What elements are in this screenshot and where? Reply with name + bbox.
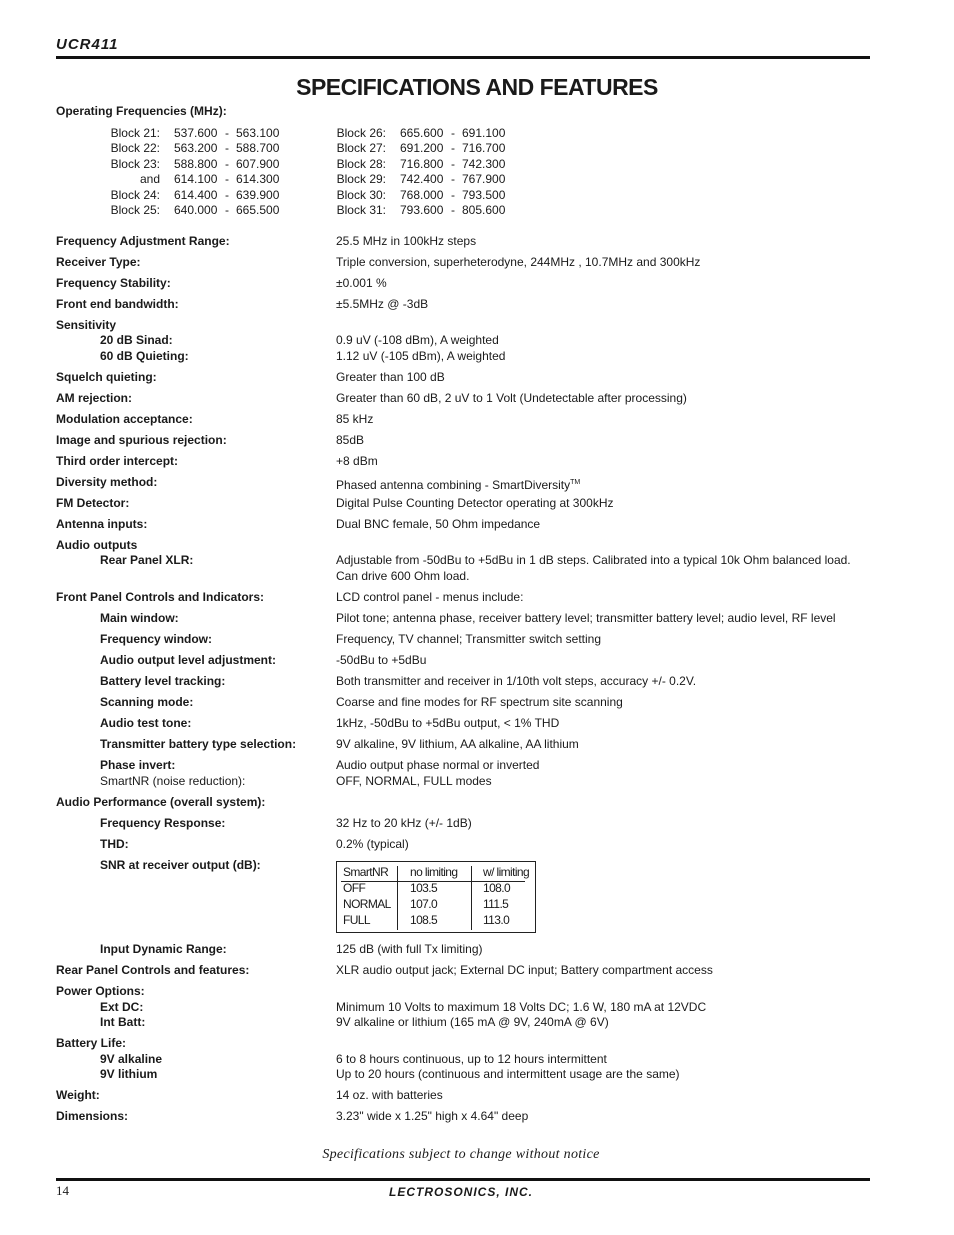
frequency-block-row: [100, 188, 300, 203]
spec-sublabel: Int Batt:: [100, 1015, 146, 1029]
block-dash: -: [451, 202, 455, 217]
diversity-value-text: Phased antenna combining - SmartDiversity: [336, 478, 571, 492]
spec-label: Frequency Adjustment Range:: [56, 234, 230, 248]
spec-value: Minimum 10 Volts to maximum 18 Volts DC; 1.6 W, 180 mA at 12VDC: [336, 1000, 707, 1014]
snr-cell: FULL: [343, 913, 370, 927]
block-name: Block 29:: [336, 172, 386, 187]
block-low-freq: 691.200: [400, 141, 444, 156]
spec-sublabel: Transmitter battery type selection:: [100, 737, 297, 751]
spec-value: Coarse and fine modes for RF spectrum site scanning: [336, 695, 623, 709]
spec-value: 0.9 uV (-108 dBm), A weighted: [336, 333, 499, 347]
spec-value: +8 dBm: [336, 454, 378, 468]
frequency-block-row: [326, 188, 526, 203]
block-high-freq: 767.900: [462, 172, 506, 187]
spec-value: Both transmitter and receiver in 1/10th volt steps, accuracy +/- 0.2V.: [336, 674, 697, 688]
block-dash: -: [225, 126, 229, 140]
block-low-freq: 665.600: [400, 126, 444, 140]
block-dash: -: [451, 172, 455, 187]
footnote: Specifications subject to change without notice: [322, 1147, 600, 1162]
spec-value: LCD control panel - menus include:: [336, 590, 524, 604]
spec-sublabel: Battery level tracking:: [100, 674, 226, 688]
block-name: Block 24:: [110, 187, 160, 202]
spec-label: Receiver Type:: [56, 255, 141, 269]
snr-cell: OFF: [343, 881, 366, 895]
block-dash: -: [451, 187, 455, 202]
spec-label: AM rejection:: [56, 391, 133, 405]
block-low-freq: 793.600: [400, 202, 444, 217]
frequency-block-row: [326, 141, 526, 156]
spec-sublabel: THD:: [100, 837, 129, 851]
block-low-freq: 640.000: [174, 202, 218, 217]
spec-value: 85 kHz: [336, 412, 374, 426]
snr-cell: 108.0: [483, 881, 511, 895]
spec-value: Greater than 100 dB: [336, 370, 445, 384]
block-dash: -: [451, 156, 455, 171]
block-name: Block 28:: [336, 156, 386, 171]
spec-value: OFF, NORMAL, FULL modes: [336, 774, 492, 788]
block-high-freq: 665.500: [236, 202, 280, 217]
spec-sublabel: SmartNR (noise reduction):: [100, 774, 246, 788]
frequency-block-row: [100, 172, 300, 187]
block-dash: -: [225, 187, 229, 202]
spec-label: Frequency Stability:: [56, 276, 171, 290]
spec-label: Front end bandwidth:: [56, 297, 179, 311]
company-name: LECTROSONICS, INC.: [388, 1185, 533, 1199]
spec-value: 9V alkaline, 9V lithium, AA alkaline, AA lithium: [336, 737, 579, 751]
page-title: SPECIFICATIONS AND FEATURES: [296, 74, 658, 100]
spec-sublabel: Phase invert:: [100, 758, 176, 772]
spec-value: Triple conversion, superheterodyne, 244MHz , 10.7MHz and 300kHz: [336, 255, 701, 269]
snr-table-divider: [397, 866, 398, 930]
spec-label: Image and spurious rejection:: [56, 433, 227, 447]
frequency-block-row: [326, 203, 526, 218]
spec-value: Frequency, TV channel; Transmitter switch setting: [336, 632, 602, 646]
block-low-freq: 768.000: [400, 187, 444, 202]
spec-label: Diversity method:: [56, 475, 158, 489]
block-low-freq: 742.400: [400, 172, 444, 187]
block-high-freq: 793.500: [462, 187, 506, 202]
snr-table: [336, 861, 536, 933]
spec-label: Dimensions:: [56, 1109, 129, 1123]
block-high-freq: 691.100: [462, 126, 506, 140]
block-name: Block 23:: [110, 156, 160, 171]
bottom-rule: [56, 1178, 870, 1181]
spec-value: Greater than 60 dB, 2 uV to 1 Volt (Undetectable after processing): [336, 391, 687, 405]
block-low-freq: 588.800: [174, 156, 218, 171]
block-name: Block 21:: [110, 126, 160, 140]
spec-label: Audio outputs: [56, 538, 138, 552]
block-dash: -: [225, 141, 229, 156]
block-dash: -: [451, 126, 455, 140]
frequency-block-row: [326, 172, 526, 187]
snr-header-cell: no limiting: [410, 865, 458, 879]
spec-value: ±5.5MHz @ -3dB: [336, 297, 429, 311]
spec-value: 3.23" wide x 1.25" high x 4.64" deep: [336, 1109, 529, 1123]
model-name: UCR411: [56, 36, 119, 53]
snr-cell: 103.5: [410, 881, 438, 895]
spec-label: Audio Performance (overall system):: [56, 795, 266, 809]
spec-label: Third order intercept:: [56, 454, 179, 468]
spec-value: 1.12 uV (-105 dBm), A weighted: [336, 349, 506, 363]
spec-value: XLR audio output jack; External DC input; Battery compartment access: [336, 963, 713, 977]
spec-value: 85dB: [336, 433, 365, 447]
spec-label: Weight:: [56, 1088, 100, 1102]
top-rule: [56, 56, 870, 59]
block-low-freq: 716.800: [400, 156, 444, 171]
spec-sublabel: Audio output level adjustment:: [100, 653, 276, 667]
block-dash: -: [451, 141, 455, 156]
block-dash: -: [225, 156, 229, 171]
block-name: Block 26:: [336, 126, 386, 140]
spec-sublabel: Scanning mode:: [100, 695, 194, 709]
frequency-block-row: [100, 157, 300, 172]
spec-label: FM Detector:: [56, 496, 130, 510]
spec-label: Modulation acceptance:: [56, 412, 193, 426]
block-low-freq: 614.400: [174, 187, 218, 202]
block-name: Block 25:: [110, 202, 160, 217]
snr-cell: 107.0: [410, 897, 438, 911]
spec-value: Can drive 600 Ohm load.: [336, 569, 470, 583]
block-name: Block 22:: [110, 141, 160, 156]
block-name: Block 30:: [336, 187, 386, 202]
spec-value: 6 to 8 hours continuous, up to 12 hours intermittent: [336, 1052, 607, 1066]
frequency-block-row: [100, 141, 300, 156]
block-low-freq: 537.600: [174, 126, 218, 140]
spec-label: Antenna inputs:: [56, 517, 148, 531]
block-name: and: [139, 172, 160, 187]
block-high-freq: 607.900: [236, 156, 280, 171]
spec-sublabel: 60 dB Quieting:: [100, 349, 189, 363]
spec-value: Digital Pulse Counting Detector operating at 300kHz: [336, 496, 614, 510]
frequency-block-row: [326, 126, 526, 141]
block-low-freq: 614.100: [174, 172, 218, 187]
spec-value: 1kHz, -50dBu to +5dBu output, < 1% THD: [336, 716, 560, 730]
spec-value: 125 dB (with full Tx limiting): [336, 942, 483, 956]
spec-label: Squelch quieting:: [56, 370, 157, 384]
block-high-freq: 614.300: [236, 172, 280, 187]
spec-value: 25.5 MHz in 100kHz steps: [336, 234, 477, 248]
spec-sublabel: Rear Panel XLR:: [100, 553, 194, 567]
snr-cell: 111.5: [483, 897, 509, 911]
block-high-freq: 716.700: [462, 141, 506, 156]
spec-value: 9V alkaline or lithium (165 mA @ 9V, 240mA @ 6V): [336, 1015, 609, 1029]
spec-value: Dual BNC female, 50 Ohm impedance: [336, 517, 541, 531]
spec-value: Up to 20 hours (continuous and intermittent usage are the same): [336, 1067, 680, 1081]
block-high-freq: 742.300: [462, 156, 506, 171]
snr-cell: NORMAL: [343, 897, 391, 911]
spec-value: Pilot tone; antenna phase, receiver battery level; transmitter battery level; audio level, RF level: [336, 611, 836, 625]
snr-header-cell: w/ limiting: [483, 865, 530, 879]
spec-sublabel: 9V lithium: [100, 1067, 158, 1081]
frequency-block-row: [326, 157, 526, 172]
page-number: 14: [56, 1183, 69, 1198]
spec-label: Power Options:: [56, 984, 145, 998]
spec-sublabel: Audio test tone:: [100, 716, 192, 730]
spec-label: Rear Panel Controls and features:: [56, 963, 250, 977]
operating-frequencies-label: Operating Frequencies (MHz):: [56, 104, 227, 118]
spec-sublabel: 20 dB Sinad:: [100, 333, 173, 347]
block-high-freq: 563.100: [236, 126, 280, 140]
spec-value: 14 oz. with batteries: [336, 1088, 443, 1102]
snr-cell: 108.5: [410, 913, 438, 927]
spec-label: Front Panel Controls and Indicators:: [56, 590, 265, 604]
spec-sublabel: Main window:: [100, 611, 179, 625]
spec-value: [336, 475, 580, 494]
block-high-freq: 588.700: [236, 141, 280, 156]
block-name: Block 27:: [336, 141, 386, 156]
spec-sublabel: Ext DC:: [100, 1000, 144, 1014]
spec-value: 32 Hz to 20 kHz (+/- 1dB): [336, 816, 472, 830]
spec-value: Adjustable from -50dBu to +5dBu in 1 dB steps. Calibrated into a typical 10k Ohm balanced load.: [336, 553, 851, 567]
spec-label: Sensitivity: [56, 318, 117, 332]
snr-table-divider: [471, 866, 472, 930]
spec-sublabel: 9V alkaline: [100, 1052, 163, 1066]
frequency-block-row: [100, 126, 300, 141]
spec-value: Audio output phase normal or inverted: [336, 758, 540, 772]
block-high-freq: 805.600: [462, 202, 506, 217]
spec-value: 0.2% (typical): [336, 837, 409, 851]
block-low-freq: 563.200: [174, 141, 218, 156]
block-dash: -: [225, 172, 229, 187]
spec-value: -50dBu to +5dBu: [336, 653, 427, 667]
block-dash: -: [225, 202, 229, 217]
spec-sublabel: Input Dynamic Range:: [100, 942, 227, 956]
block-name: Block 31:: [336, 202, 386, 217]
block-high-freq: 639.900: [236, 187, 280, 202]
snr-header-cell: SmartNR: [343, 865, 389, 879]
spec-sublabel: Frequency window:: [100, 632, 213, 646]
spec-value: ±0.001 %: [336, 276, 387, 290]
spec-sublabel: SNR at receiver output (dB):: [100, 858, 261, 872]
block-table-right: [326, 126, 526, 218]
spec-label: Battery Life:: [56, 1036, 127, 1050]
spec-sublabel: Frequency Response:: [100, 816, 226, 830]
trademark-mark: TM: [570, 479, 581, 486]
snr-cell: 113.0: [483, 913, 510, 927]
block-table-left: [100, 126, 300, 218]
frequency-block-row: [100, 203, 300, 218]
